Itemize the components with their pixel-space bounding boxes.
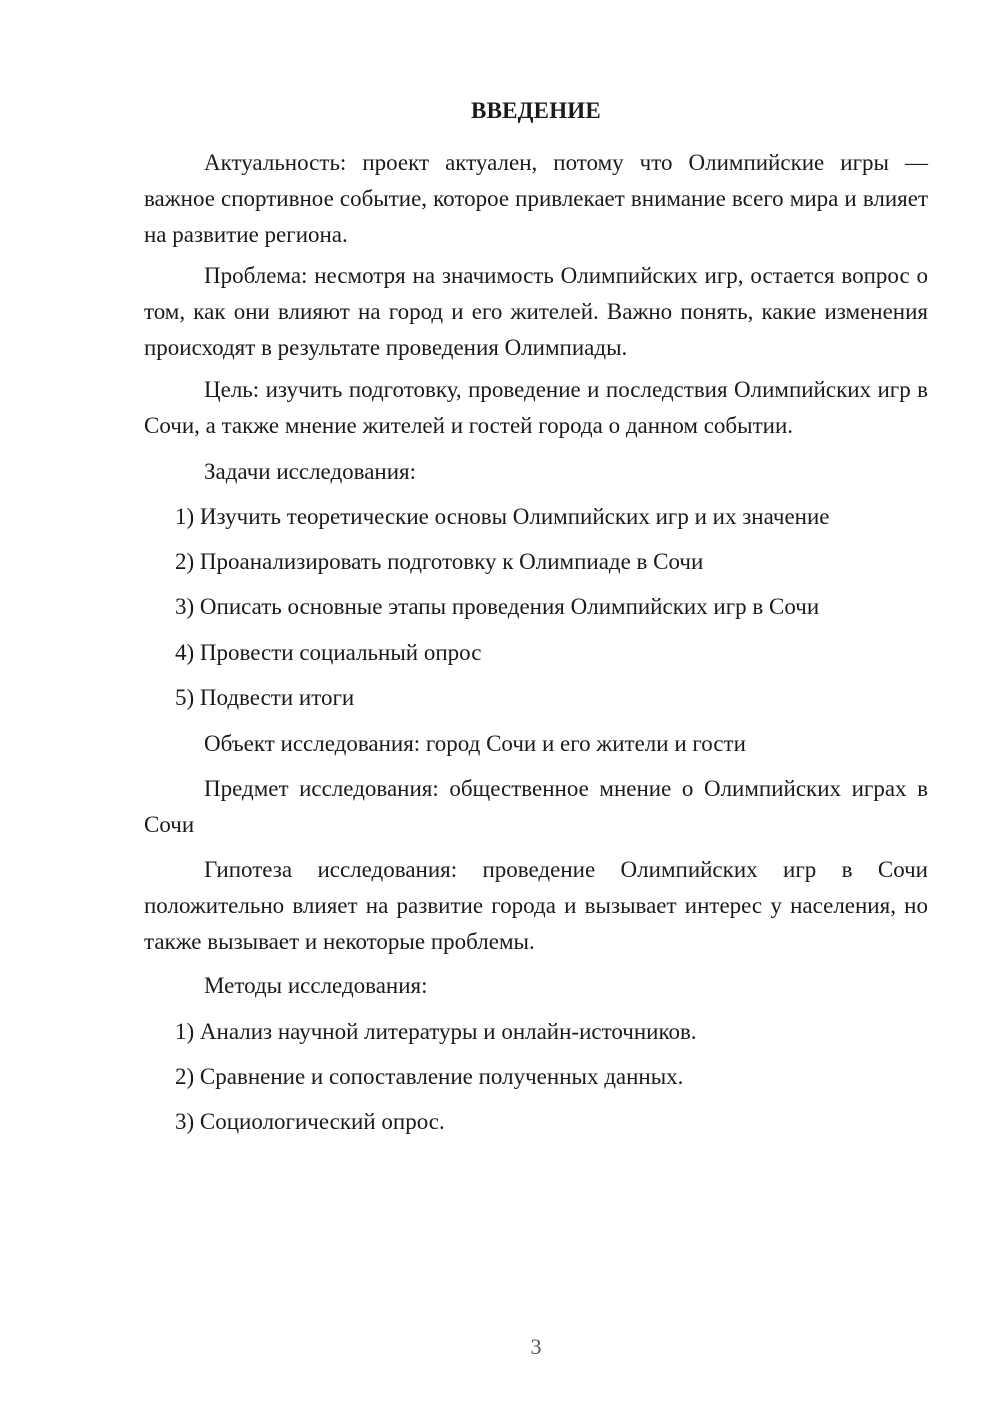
hypothesis-paragraph: Гипотеза исследования: проведение Олимпийских игр в Сочи положительно влияет на развитие города и вызывает интерес у населения, но также вызывает и некоторые проблемы. [144, 857, 928, 954]
section-title: ВВЕДЕНИЕ [471, 98, 601, 123]
method-item-1: 1) Анализ научной литературы и онлайн-источников. [175, 1019, 697, 1044]
tasks-heading: Задачи исследования: [204, 459, 417, 484]
task-item-3: 3) Описать основные этапы проведения Олимпийских игр в Сочи [175, 594, 820, 619]
relevance-paragraph: Актуальность: проект актуален, потому что Олимпийские игры — важное спортивное событие, которое привлекает внимание всего мира и влияет на развитие региона. [144, 150, 928, 247]
task-item-1: 1) Изучить теоретические основы Олимпийских игр и их значение [175, 504, 830, 529]
method-item-2: 2) Сравнение и сопоставление полученных данных. [175, 1064, 684, 1089]
task-item-2: 2) Проанализировать подготовку к Олимпиаде в Сочи [175, 549, 704, 574]
problem-paragraph: Проблема: несмотря на значимость Олимпийских игр, остается вопрос о том, как они влияют на город и его жителей. Важно понять, какие изменения происходят в результате проведения Олимпиады. [144, 263, 928, 360]
task-item-4: 4) Провести социальный опрос [175, 640, 482, 665]
task-item-5: 5) Подвести итоги [175, 685, 355, 710]
goal-paragraph: Цель: изучить подготовку, проведение и последствия Олимпийских игр в Сочи, а также мнение жителей и гостей города о данном событии. [144, 377, 928, 438]
page-number: 3 [530, 1334, 542, 1359]
object-paragraph: Объект исследования: город Сочи и его жители и гости [204, 731, 746, 756]
subject-paragraph: Предмет исследования: общественное мнение о Олимпийских играх в Сочи [144, 776, 928, 837]
methods-heading: Методы исследования: [204, 973, 428, 998]
method-item-3: 3) Социологический опрос. [175, 1109, 445, 1134]
